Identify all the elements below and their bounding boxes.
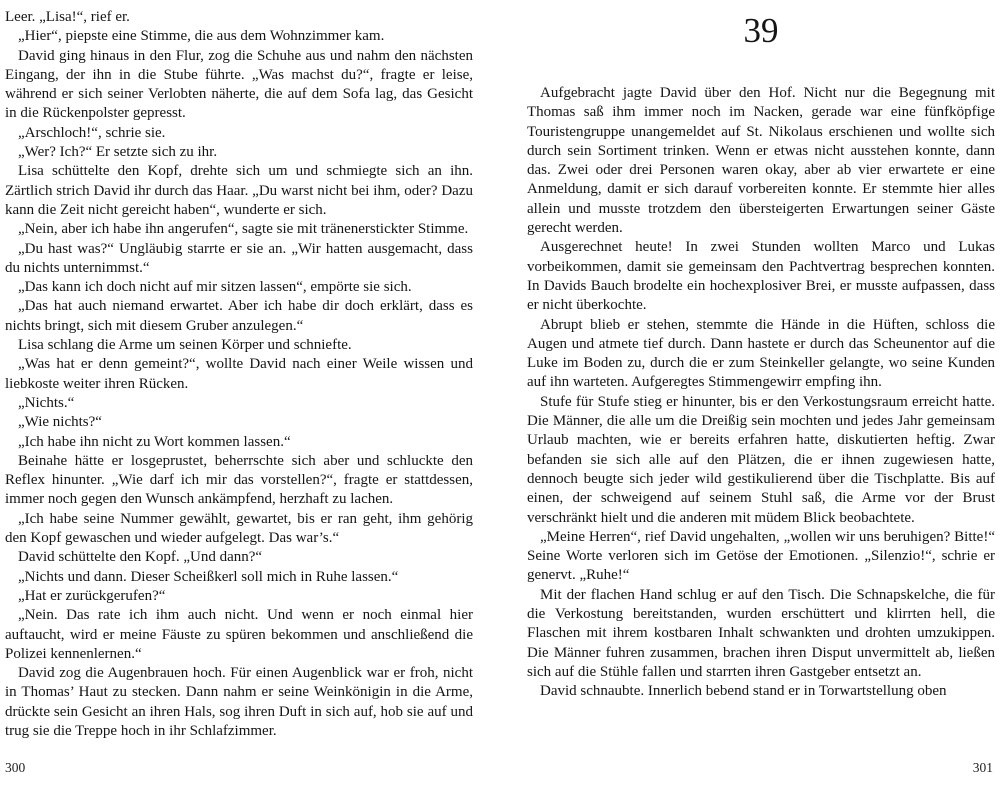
paragraph: „Du hast was?“ Ungläubig starrte er sie an. „Wir hatten ausgemacht, dass du nichts unternimmst.“ xyxy=(5,240,473,276)
chapter-number: 39 xyxy=(743,11,779,50)
paragraph: „Meine Herren“, rief David ungehalten, „wollen wir uns beruhigen? Bitte!“ Seine Worte verloren sich im Getöse der Emotionen. „Silenzio!“, schrie er genervt. „Ruhe!“ xyxy=(527,528,995,584)
paragraph: „Das kann ich doch nicht auf mir sitzen lassen“, empörte sie sich. xyxy=(18,279,412,296)
paragraph: Stufe für Stufe stieg er hinunter, bis er den Verkostungsraum erreicht hatte. Die Männer, die alle um die Dreißig sein mochten und jedes Jahr gemeinsam Urlaub machten, wie er bereits erfahren hatte, diskutierten heftig. Zwar befanden sie sich alle auf den Plätzen, die er ihnen zugewiesen hatte, dennoch beugte sich jeder wild gestikulierend über die Tischplatte. Bis auf einen, der schweigend auf seinem Stuhl saß, die Arme vor der Brust verschränkt hielt und die anderen mit müdem Blick beobachtete. xyxy=(527,393,995,526)
paragraph: „Arschloch!“, schrie sie. xyxy=(18,124,166,141)
page-right xyxy=(527,8,995,702)
page-number-right: 301 xyxy=(972,760,993,775)
paragraph: „Ich habe ihn nicht zu Wort kommen lassen.“ xyxy=(18,433,291,450)
paragraph: „Hat er zurückgerufen?“ xyxy=(18,587,166,604)
paragraph: David schüttelte den Kopf. „Und dann?“ xyxy=(18,549,263,566)
page-number-left: 300 xyxy=(5,760,26,775)
paragraph: David ging hinaus in den Flur, zog die Schuhe aus und nahm den nächsten Eingang, der ihn in die Stube führte. „Was machst du?“, fragte er leise, während er sich seiner Verlobten näherte, die auf dem Sofa lag, das Gesicht in die Rückenpolster gepresst. xyxy=(5,47,473,122)
paragraph: „Das hat auch niemand erwartet. Aber ich habe dir doch erklärt, dass es nichts bringt, sich mit diesem Gruber anzulegen.“ xyxy=(5,298,473,334)
paragraph: „Hier“, piepste eine Stimme, die aus dem Wohnzimmer kam. xyxy=(18,28,385,45)
paragraph: „Nichts und dann. Dieser Scheißkerl soll mich in Ruhe lassen.“ xyxy=(18,568,399,585)
paragraph: Abrupt blieb er stehen, stemmte die Hände in die Hüften, schloss die Augen und atmete tief durch. Dann hastete er durch das Scheunentor auf die Luke im Boden zu, durch die er zum Steinkeller gelangte, wo seine Kunden auf ihn warteten. Aufgeregtes Stimmengewirr empfing ihn. xyxy=(527,316,995,391)
paragraph: Ausgerechnet heute! In zwei Stunden wollten Marco und Lukas vorbeikommen, damit sie gemeinsam den Pachtvertrag besprechen konnten. In Davids Bauch brodelte ein hochexplosiver Brei, er musste aufpassen, dass er nicht überkochte. xyxy=(527,239,995,314)
page-left-text xyxy=(5,8,473,741)
paragraph: Beinahe hätte er losgeprustet, beherrschte sich aber und schluckte den Reflex hinunter. „Wie darf ich mir das vorstellen?“, fragte er stattdessen, immer noch gegen den Wunsch ankämpfend, herzhaft zu lachen. xyxy=(5,452,473,508)
paragraph: David zog die Augenbrauen hoch. Für einen Augenblick war er froh, nicht in Thomas’ Haut zu stecken. Dann nahm er seine Weinkönigin in die Arme, drückte sein Gesicht an ihren Hals, sog ihren Duft in sich auf, hob sie auf und trug sie die Treppe hoch in ihr Schlafzimmer. xyxy=(5,665,473,739)
paragraph: „Ich habe seine Nummer gewählt, gewartet, bis er ran geht, ihm gehörig den Kopf gewaschen und wieder aufgelegt. Das war’s.“ xyxy=(5,510,473,547)
paragraph: „Nein, aber ich habe ihn angerufen“, sagte sie mit tränenerstickter Stimme. xyxy=(18,221,469,238)
paragraph: Mit der flachen Hand schlug er auf den Tisch. Die Schnapskelche, die für die Verkostung bereitstanden, wurden erschüttert und klirrten hell, die Flaschen mit ihrem kostbaren Inhalt schwankten und drohten umzukippen. Die Männer fuhren zusammen, brachen ihren Disput unvermittelt ab, ließen sich auf die Stühle fallen und starrten ihren Gastgeber entsetzt an. xyxy=(527,586,995,680)
paragraph: Lisa schüttelte den Kopf, drehte sich um und schmiegte sich an ihn. Zärtlich strich David ihr durch das Haar. „Du warst nicht bei ihm, oder? Dazu kann die Zeit nicht gereicht haben“, wunderte er sich. xyxy=(5,163,473,218)
paragraph: Lisa schlang die Arme um seinen Körper und schniefte. xyxy=(18,337,352,354)
paragraph: „Nein. Das rate ich ihm auch nicht. Und wenn er noch einmal hier auftaucht, wird er meine Fäuste zu spüren bekommen und anschließend die Polizei kennenlernen.“ xyxy=(5,607,473,662)
paragraph: „Wer? Ich?“ Er setzte sich zu ihr. xyxy=(18,144,218,161)
paragraph: David schnaubte. Innerlich bebend stand er in Torwartstellung oben xyxy=(540,683,947,700)
paragraph: Leer. „Lisa!“, rief er. xyxy=(5,9,130,25)
page-right-text xyxy=(527,84,995,702)
page-left xyxy=(5,8,473,741)
paragraph: „Wie nichts?“ xyxy=(18,414,102,431)
paragraph: Aufgebracht jagte David über den Hof. Nicht nur die Begegnung mit Thomas saß ihm immer noch im Nacken, gerade war eine fünfköpfige Touristengruppe unangemeldet auf St. Nikolaus erschienen und wollte sich durch sein Sortiment trinken. Wenn er etwas nicht ausstehen konnte, dann das. Zwei oder drei Personen waren okay, aber ab vier erwartete er eine Anmeldung, damit er sich darauf vorbereiten konnte. Er stemmte hier alles allein und musste trotzdem den übersteigerten Erwartungen seiner Gäste gerecht werden. xyxy=(527,85,995,237)
paragraph: „Nichts.“ xyxy=(18,394,75,411)
paragraph: „Was hat er denn gemeint?“, wollte David nach einer Weile wissen und liebkoste weiter ihren Rücken. xyxy=(5,356,473,392)
